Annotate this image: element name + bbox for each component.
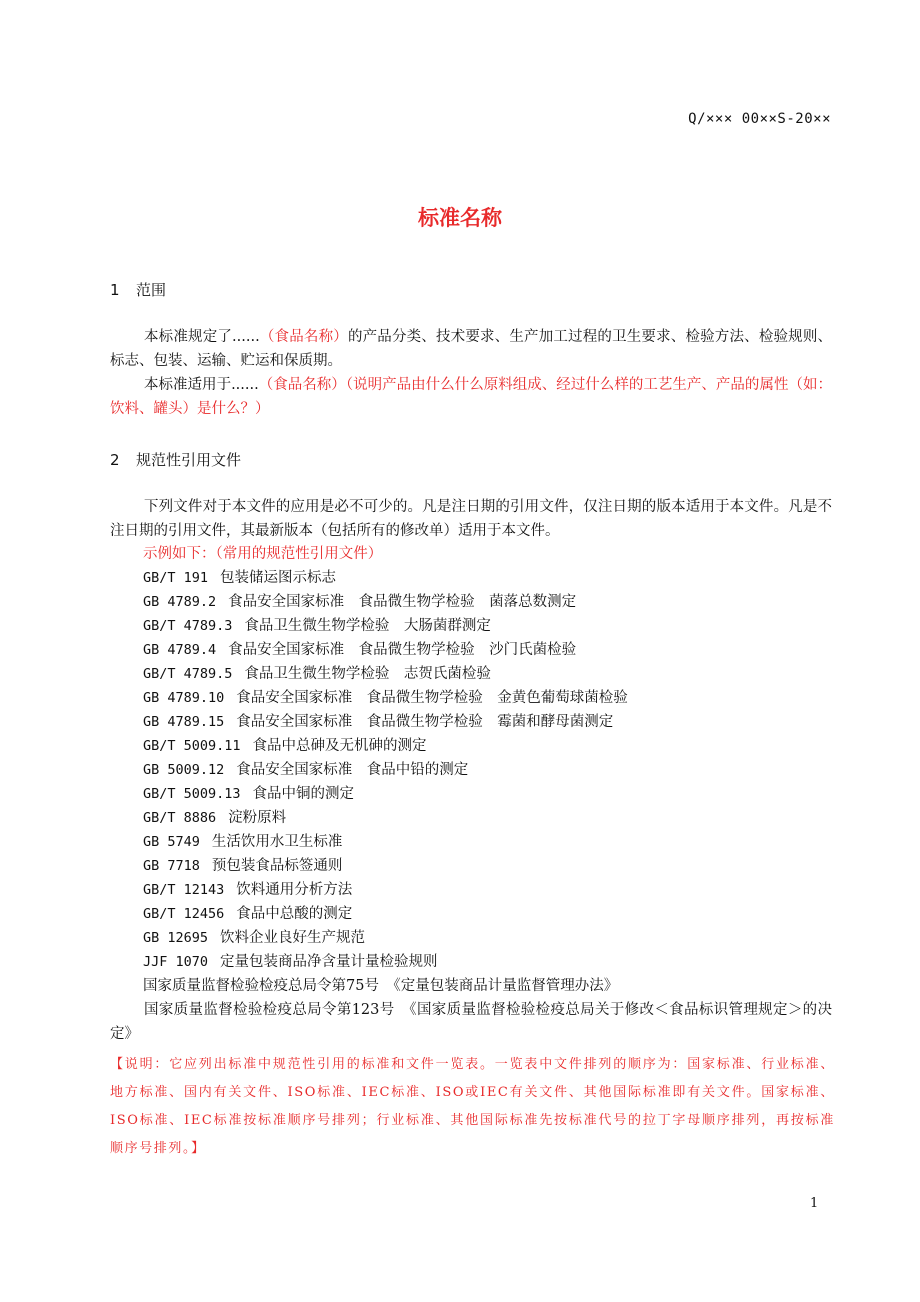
reference-item	[143, 734, 427, 758]
decree-123: 国家质量监督检验检疫总局令第123号 《国家质量监督检验检疫总局关于修改＜食品标识管理规定＞的决定》	[110, 1002, 832, 1042]
reference-title: 食品卫生微生物学检验 志贺氏菌检验	[244, 666, 491, 682]
reference-item	[143, 926, 365, 950]
page-number: 1	[810, 1196, 819, 1211]
reference-title: 饮料企业良好生产规范	[220, 930, 366, 946]
section-1-title: 范围	[136, 281, 167, 299]
document-code: Q/××× 00××S-20××	[688, 111, 831, 127]
reference-code: GB 7718	[143, 858, 200, 874]
reference-item	[143, 806, 286, 830]
reference-code: GB 5009.12	[143, 762, 225, 778]
reference-title: 饮料通用分析方法	[236, 882, 353, 898]
reference-item	[143, 662, 491, 686]
section-1-heading	[110, 279, 166, 300]
scope-p2-placeholder: （食品名称）（说明产品由什么什么原料组成、经过什么样的工艺生产、产品的属性（如：饮料、罐头）是什么？）	[110, 377, 832, 417]
section-1-number: 1	[110, 281, 120, 299]
reference-title: 淀粉原料	[228, 810, 287, 826]
reference-title: 定量包装商品净含量计量检验规则	[220, 954, 438, 970]
scope-p1-text-b: 的产品分类、技术要求、生产加工过程的卫生要求、检验方法、检验规则、标志、包装、运输、贮运和保质期。	[110, 329, 833, 369]
reference-code: GB/T 4789.5	[143, 666, 233, 682]
section-2-number: 2	[110, 451, 120, 469]
reference-title: 食品安全国家标准 食品微生物学检验 沙门氏菌检验	[228, 642, 577, 658]
scope-p1-placeholder: （食品名称）	[259, 329, 348, 345]
references-intro: 下列文件对于本文件的应用是必不可少的。凡是注日期的引用文件，仅注日期的版本适用于本文件。凡是不注日期的引用文件，其最新版本（包括所有的修改单）适用于本文件。	[110, 499, 832, 539]
scope-paragraph-1	[110, 325, 832, 373]
scope-paragraph-2	[110, 373, 832, 421]
reference-title: 食品中总砷及无机砷的测定	[252, 738, 427, 754]
section-2-heading	[110, 449, 241, 470]
reference-item	[143, 638, 576, 662]
reference-title: 食品安全国家标准 食品微生物学检验 金黄色葡萄球菌检验	[236, 690, 628, 706]
reference-code: JJF 1070	[143, 954, 209, 970]
reference-item	[143, 710, 613, 734]
reference-title: 食品安全国家标准 食品中铅的测定	[236, 762, 469, 778]
reference-item	[143, 758, 468, 782]
reference-code: GB/T 191	[143, 570, 209, 586]
reference-item	[143, 878, 352, 902]
reference-item	[143, 566, 336, 590]
scope-p2-text: 本标准适用于......	[144, 377, 259, 393]
reference-item	[143, 950, 438, 974]
reference-code: GB/T 12143	[143, 882, 225, 898]
reference-item	[143, 590, 576, 614]
reference-title: 食品安全国家标准 食品微生物学检验 菌落总数测定	[228, 594, 577, 610]
reference-code: GB 12695	[143, 930, 209, 946]
decree-75: 国家质量监督检验检疫总局令第75号 《定量包装商品计量监督管理办法》	[143, 978, 619, 994]
reference-title: 食品中总酸的测定	[236, 906, 353, 922]
reference-item	[143, 830, 342, 854]
reference-item	[143, 686, 628, 710]
scope-p1-text-a: 本标准规定了......	[144, 329, 260, 345]
reference-title: 生活饮用水卫生标准	[211, 834, 343, 850]
reference-item	[143, 614, 491, 638]
reference-code: GB/T 4789.3	[143, 618, 233, 634]
references-example-note: 示例如下：（常用的规范性引用文件）	[143, 546, 383, 562]
reference-code: GB 4789.10	[143, 690, 225, 706]
reference-title: 食品安全国家标准 食品微生物学检验 霉菌和酵母菌测定	[236, 714, 614, 730]
reference-code: GB 4789.2	[143, 594, 217, 610]
reference-title: 食品卫生微生物学检验 大肠菌群测定	[244, 618, 491, 634]
explanation-note: 【说明：它应列出标准中规范性引用的标准和文件一览表。一览表中文件排列的顺序为：国家标准、行业标准、地方标准、国内有关文件、ISO标准、IEC标准、ISO或IEC有关文件、其他国际标准即有关文件。国家标准、ISO标准、IEC标准按标准顺序号排列；行业标准、其他国际标准先按标准代号的拉丁字母顺序排列，再按标准顺序号排列。】	[110, 1057, 835, 1156]
reference-code: GB/T 8886	[143, 810, 217, 826]
reference-code: GB/T 5009.11	[143, 738, 241, 754]
reference-item	[143, 902, 352, 926]
reference-title: 预包装食品标签通则	[211, 858, 343, 874]
page-title: 标准名称	[418, 206, 502, 230]
section-2-title: 规范性引用文件	[136, 451, 242, 469]
reference-title: 食品中铜的测定	[252, 786, 355, 802]
reference-title: 包装储运图示标志	[220, 570, 337, 586]
reference-item	[143, 854, 342, 878]
reference-code: GB 4789.15	[143, 714, 225, 730]
reference-item	[143, 782, 354, 806]
reference-code: GB 4789.4	[143, 642, 217, 658]
reference-code: GB/T 5009.13	[143, 786, 241, 802]
reference-code: GB/T 12456	[143, 906, 225, 922]
reference-code: GB 5749	[143, 834, 200, 850]
